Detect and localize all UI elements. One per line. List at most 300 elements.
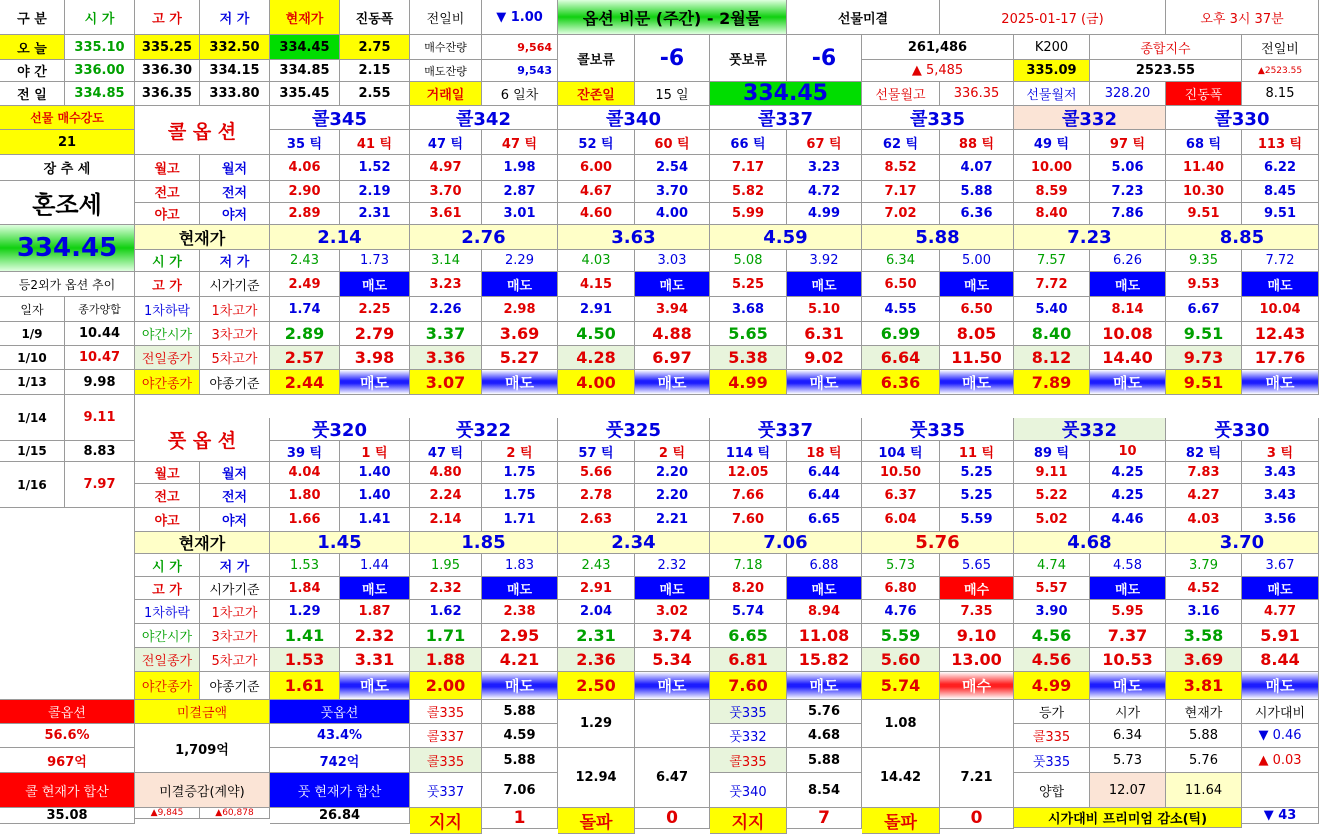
first-down: 2.91 <box>558 297 635 322</box>
night-low: 5.59 <box>940 508 1014 532</box>
remaining-label: 잔존일 <box>558 82 635 106</box>
current-price: 1.45 <box>270 532 410 554</box>
g-name-2: 콜337 <box>410 724 482 748</box>
support-value-1: 1 <box>482 808 558 829</box>
prev-low: 7.23 <box>1090 181 1166 203</box>
buy-strength-value: 21 <box>0 130 135 155</box>
g-name-4: 풋337 <box>410 773 482 808</box>
night-close: 5.74 <box>862 672 940 700</box>
option-name[interactable]: 콜345 <box>270 106 410 130</box>
high-price: 6.50 <box>862 272 940 297</box>
fut-month-low-label: 선물월저 <box>1014 82 1090 106</box>
low-price: 1.44 <box>340 554 410 577</box>
high-price: 2.91 <box>558 577 635 600</box>
current-price: 2.14 <box>270 225 410 250</box>
kospi-value: 2523.55 <box>1090 60 1242 82</box>
first-down: 3.90 <box>1014 600 1090 624</box>
futures-oi-label: 선물미결 <box>787 0 940 35</box>
night-high: 6.04 <box>862 508 940 532</box>
night-low: 1.41 <box>340 508 410 532</box>
tick-2: 2 틱 <box>482 441 558 462</box>
prevday-low: 333.80 <box>200 82 270 106</box>
label-open: 시 가 <box>135 554 200 577</box>
label-open-base: 시가기준 <box>200 577 270 600</box>
tick-1: 35 틱 <box>270 130 340 155</box>
signal-badge-2[interactable]: 매도 <box>787 672 862 700</box>
night-open: 1.71 <box>410 624 482 648</box>
high-price: 4.52 <box>1166 577 1242 600</box>
signal-badge[interactable]: 매도 <box>1242 272 1319 297</box>
signal-badge-2[interactable]: 매도 <box>482 672 558 700</box>
signal-badge[interactable]: 매도 <box>787 577 862 600</box>
night-open: 4.50 <box>558 322 635 346</box>
night-low: 3.56 <box>1242 508 1319 532</box>
night-close: 7.60 <box>710 672 787 700</box>
prev-low: 4.25 <box>1090 484 1166 508</box>
trend-date: 1/15 <box>0 441 65 462</box>
current-price: 5.88 <box>862 225 1014 250</box>
call-sum: 35.08 <box>0 808 135 824</box>
tick-2: 11 틱 <box>940 441 1014 462</box>
trend-sum: 9.98 <box>65 370 135 395</box>
prev-low: 3.70 <box>635 181 710 203</box>
label-high: 고 가 <box>135 577 200 600</box>
sum-label: 양합 <box>1014 773 1090 808</box>
current-price: 7.06 <box>710 532 862 554</box>
night-open: 2.31 <box>558 624 635 648</box>
open-price: 1.95 <box>410 554 482 577</box>
header-open: 시 가 <box>65 0 135 35</box>
open-price: 2.43 <box>558 554 635 577</box>
trend-sum: 9.11 <box>65 395 135 441</box>
night-close: 2.00 <box>410 672 482 700</box>
option-name[interactable]: 콜330 <box>1166 106 1319 130</box>
fifth-up: 5.34 <box>635 648 710 672</box>
g-name-1: 콜335 <box>410 700 482 724</box>
signal-badge[interactable]: 매도 <box>482 272 558 297</box>
option-name[interactable]: 풋337 <box>710 418 862 441</box>
label-low: 저 가 <box>200 250 270 272</box>
signal-badge[interactable]: 매도 <box>1090 272 1166 297</box>
night-open: 6.65 <box>710 624 787 648</box>
month-high: 9.11 <box>1014 462 1090 484</box>
third-up: 2.32 <box>340 624 410 648</box>
signal-badge-2[interactable]: 매도 <box>1242 672 1319 700</box>
prev-close: 3.36 <box>410 346 482 370</box>
tick-2: 18 틱 <box>787 441 862 462</box>
open-price: 6.34 <box>862 250 940 272</box>
low-price: 4.58 <box>1090 554 1166 577</box>
high-price: 1.84 <box>270 577 340 600</box>
signal-badge-2[interactable]: 매수 <box>940 672 1014 700</box>
option-name[interactable]: 콜340 <box>558 106 710 130</box>
put-pct: 43.4% <box>270 724 410 748</box>
high-price: 2.32 <box>410 577 482 600</box>
g-name-3: 콜335 <box>710 748 787 773</box>
fut-month-high: 336.35 <box>940 82 1014 106</box>
prev-close: 9.73 <box>1166 346 1242 370</box>
signal-badge[interactable]: 매도 <box>1090 577 1166 600</box>
month-low: 1.98 <box>482 155 558 181</box>
label-prev-low: 전저 <box>200 484 270 508</box>
bottom-put-option: 풋옵션 <box>270 700 410 724</box>
night-close: 2.44 <box>270 370 340 395</box>
call-sum-label: 콜 현재가 합산 <box>0 773 135 808</box>
signal-badge-2[interactable]: 매도 <box>940 370 1014 395</box>
prev-close: 6.81 <box>710 648 787 672</box>
oi-change-label: 미결증감(계약) <box>135 773 270 808</box>
night-low: 9.51 <box>1242 203 1319 225</box>
buy-strength-label: 선물 매수강도 <box>0 106 135 130</box>
high-price: 3.23 <box>410 272 482 297</box>
label-first-down: 1차하락 <box>135 600 200 624</box>
current-price: 8.85 <box>1166 225 1319 250</box>
option-name[interactable]: 콜335 <box>862 106 1014 130</box>
trend-sum: 10.47 <box>65 346 135 370</box>
label-prev-high: 전고 <box>135 181 200 203</box>
fifth-up: 17.76 <box>1242 346 1319 370</box>
night-high: 5.02 <box>1014 508 1090 532</box>
low-price: 2.32 <box>635 554 710 577</box>
first-up: 5.95 <box>1090 600 1166 624</box>
first-down: 2.26 <box>410 297 482 322</box>
first-up: 10.04 <box>1242 297 1319 322</box>
header-gubun: 구 분 <box>0 0 65 35</box>
night-open: 5.59 <box>862 624 940 648</box>
night-range: 2.15 <box>340 60 410 82</box>
g-value-2: 4.59 <box>482 724 558 748</box>
label-third-up: 3차고가 <box>200 322 270 346</box>
current-price: 7.23 <box>1014 225 1166 250</box>
trend-label: 장 추 세 <box>0 155 135 181</box>
prevday-high: 336.35 <box>135 82 200 106</box>
col-sum: 종가양합 <box>65 297 135 322</box>
night-high: 3.61 <box>410 203 482 225</box>
fifth-up: 3.31 <box>340 648 410 672</box>
tick-1: 114 틱 <box>710 441 787 462</box>
low-price: 6.88 <box>787 554 862 577</box>
header-low: 저 가 <box>200 0 270 35</box>
third-up: 8.05 <box>940 322 1014 346</box>
night-low: 1.71 <box>482 508 558 532</box>
option-name[interactable]: 풋332 <box>1014 418 1166 441</box>
high-price: 7.72 <box>1014 272 1090 297</box>
low-price: 3.67 <box>1242 554 1319 577</box>
tick-1: 82 틱 <box>1166 441 1242 462</box>
month-high: 5.66 <box>558 462 635 484</box>
option-name[interactable]: 풋330 <box>1166 418 1319 441</box>
signal-badge-2[interactable]: 매도 <box>1090 370 1166 395</box>
index-prev-label: 전일비 <box>1242 35 1319 60</box>
eq-open: 6.34 <box>1090 724 1166 748</box>
put-sum-label: 풋 현재가 합산 <box>270 773 410 808</box>
g-blank <box>635 700 710 748</box>
fifth-up: 5.27 <box>482 346 558 370</box>
prev-low: 2.19 <box>340 181 410 203</box>
first-up: 6.50 <box>940 297 1014 322</box>
current-price: 3.70 <box>1166 532 1319 554</box>
label-night-close: 야간종가 <box>135 370 200 395</box>
header-range: 진동폭 <box>340 0 410 35</box>
fifth-up: 13.00 <box>940 648 1014 672</box>
prev-low: 8.45 <box>1242 181 1319 203</box>
month-high: 7.83 <box>1166 462 1242 484</box>
night-close: 6.36 <box>862 370 940 395</box>
prev-low: 5.88 <box>940 181 1014 203</box>
label-month-low: 월저 <box>200 462 270 484</box>
fut-month-low: 328.20 <box>1090 82 1166 106</box>
open-price: 1.53 <box>270 554 340 577</box>
first-up: 4.77 <box>1242 600 1319 624</box>
tick-1: 49 틱 <box>1014 130 1090 155</box>
g-name-1: 풋335 <box>710 700 787 724</box>
signal-badge-2[interactable]: 매도 <box>1090 672 1166 700</box>
g-value-4: 8.54 <box>787 773 862 808</box>
signal-badge-2[interactable]: 매도 <box>787 370 862 395</box>
support-label-2: 지지 <box>710 808 787 834</box>
night-low: 7.86 <box>1090 203 1166 225</box>
high-price: 6.80 <box>862 577 940 600</box>
signal-badge-2[interactable]: 매도 <box>1242 370 1319 395</box>
prev-low: 5.25 <box>940 484 1014 508</box>
night-high: 2.89 <box>270 203 340 225</box>
label-month-high: 월고 <box>135 462 200 484</box>
support-label-1: 지지 <box>410 808 482 834</box>
high-price: 5.57 <box>1014 577 1090 600</box>
tick-1: 66 틱 <box>710 130 787 155</box>
first-up: 2.98 <box>482 297 558 322</box>
break-label-2: 돌파 <box>862 808 940 834</box>
fifth-up: 10.53 <box>1090 648 1166 672</box>
label-prev-low: 전저 <box>200 181 270 203</box>
month-high: 7.17 <box>710 155 787 181</box>
signal-badge-2[interactable]: 매도 <box>482 370 558 395</box>
trend-date: 1/10 <box>0 346 65 370</box>
fifth-up: 6.97 <box>635 346 710 370</box>
month-low: 6.44 <box>787 462 862 484</box>
fifth-up: 4.21 <box>482 648 558 672</box>
oi-total: 1,709억 <box>135 724 270 773</box>
eq-open: 5.73 <box>1090 748 1166 773</box>
month-high: 12.05 <box>710 462 787 484</box>
current-price: 4.68 <box>1014 532 1166 554</box>
night-label: 야 간 <box>0 60 65 82</box>
month-low: 6.22 <box>1242 155 1319 181</box>
signal-badge-2[interactable]: 매도 <box>340 672 410 700</box>
fut-month-high-label: 선물월고 <box>862 82 940 106</box>
prevday-range: 2.55 <box>340 82 410 106</box>
low-price: 2.29 <box>482 250 558 272</box>
night-close: 3.81 <box>1166 672 1242 700</box>
night-open: 3.58 <box>1166 624 1242 648</box>
prev-low: 4.72 <box>787 181 862 203</box>
signal-badge-2[interactable]: 매도 <box>340 370 410 395</box>
label-night-open: 야간시가 <box>135 624 200 648</box>
header-high: 고 가 <box>135 0 200 35</box>
trend-date: 1/16 <box>0 462 65 508</box>
label-fifth-up: 5차고가 <box>200 346 270 370</box>
fifth-up: 3.98 <box>340 346 410 370</box>
first-up: 2.25 <box>340 297 410 322</box>
big-price: 334.45 <box>710 82 862 106</box>
signal-badge[interactable]: 매도 <box>635 577 710 600</box>
first-down: 2.04 <box>558 600 635 624</box>
night-high: 4.60 <box>558 203 635 225</box>
tick-1: 47 틱 <box>410 130 482 155</box>
month-low: 3.23 <box>787 155 862 181</box>
call-amount: 967억 <box>0 748 135 773</box>
header-prev-label: 전일비 <box>410 0 482 35</box>
low-price: 1.73 <box>340 250 410 272</box>
today-open: 335.10 <box>65 35 135 60</box>
month-low: 1.52 <box>340 155 410 181</box>
low-price: 3.03 <box>635 250 710 272</box>
open-price: 3.14 <box>410 250 482 272</box>
open-price: 2.43 <box>270 250 340 272</box>
signal-badge[interactable]: 매도 <box>340 577 410 600</box>
low-price: 5.65 <box>940 554 1014 577</box>
night-high: 1.66 <box>270 508 340 532</box>
g-blank <box>940 700 1014 748</box>
night-close: 2.50 <box>558 672 635 700</box>
third-up: 4.88 <box>635 322 710 346</box>
header-prev-value: ▼ 1.00 <box>482 0 558 35</box>
month-high: 4.80 <box>410 462 482 484</box>
option-name[interactable]: 풋320 <box>270 418 410 441</box>
night-close: 9.51 <box>1166 370 1242 395</box>
g-value-1: 5.76 <box>787 700 862 724</box>
option-name[interactable]: 콜332 <box>1014 106 1166 130</box>
tick-1: 68 틱 <box>1166 130 1242 155</box>
signal-badge[interactable]: 매도 <box>340 272 410 297</box>
tick-2: 3 틱 <box>1242 441 1319 462</box>
trend-date: 1/9 <box>0 322 65 346</box>
current-price: 4.59 <box>710 225 862 250</box>
night-open: 2.89 <box>270 322 340 346</box>
night-high: 7.60 <box>710 508 787 532</box>
signal-badge[interactable]: 매도 <box>635 272 710 297</box>
high-price: 5.25 <box>710 272 787 297</box>
trend-date: 1/13 <box>0 370 65 395</box>
tick-2: 88 틱 <box>940 130 1014 155</box>
header-current: 현재가 <box>270 0 340 35</box>
month-low: 2.20 <box>635 462 710 484</box>
prev-high: 5.22 <box>1014 484 1090 508</box>
option-name[interactable]: 풋325 <box>558 418 710 441</box>
g-value-3: 5.88 <box>482 748 558 773</box>
current-price: 2.34 <box>558 532 710 554</box>
open-price: 5.08 <box>710 250 787 272</box>
high-price: 9.53 <box>1166 272 1242 297</box>
first-up: 1.87 <box>340 600 410 624</box>
tick-1: 62 틱 <box>862 130 940 155</box>
option-name[interactable]: 콜337 <box>710 106 862 130</box>
eq-label: 등가 <box>1014 700 1090 724</box>
low-price: 1.83 <box>482 554 558 577</box>
label-prev-close: 전일종가 <box>135 346 200 370</box>
fifth-up: 14.40 <box>1090 346 1166 370</box>
prev-high: 4.27 <box>1166 484 1242 508</box>
eq-name: 콜335 <box>1014 724 1090 748</box>
night-open: 9.51 <box>1166 322 1242 346</box>
ask-value: 9,543 <box>482 60 558 82</box>
option-name[interactable]: 풋322 <box>410 418 558 441</box>
first-up: 2.38 <box>482 600 558 624</box>
bottom-call-option: 콜옵션 <box>0 700 135 724</box>
prev-high: 4.67 <box>558 181 635 203</box>
night-open: 1.41 <box>270 624 340 648</box>
oi-change: ▲ 5,485 <box>862 60 1014 82</box>
fifth-up: 9.02 <box>787 346 862 370</box>
third-up: 2.79 <box>340 322 410 346</box>
high-price: 8.20 <box>710 577 787 600</box>
label-night-close: 야간종가 <box>135 672 200 700</box>
night-close: 7.89 <box>1014 370 1090 395</box>
label-night-close-base: 야종기준 <box>200 672 270 700</box>
first-down: 5.40 <box>1014 297 1090 322</box>
prev-high: 3.70 <box>410 181 482 203</box>
eq-cur-label: 현재가 <box>1166 700 1242 724</box>
fifth-up: 8.44 <box>1242 648 1319 672</box>
label-open-base: 시가기준 <box>200 272 270 297</box>
signal-badge-2[interactable]: 매도 <box>635 672 710 700</box>
option-name[interactable]: 콜342 <box>410 106 558 130</box>
eq-name: 풋335 <box>1014 748 1090 773</box>
first-down: 1.62 <box>410 600 482 624</box>
fifth-up: 11.50 <box>940 346 1014 370</box>
night-high: 336.30 <box>135 60 200 82</box>
low-price: 5.00 <box>940 250 1014 272</box>
signal-badge[interactable]: 매도 <box>940 272 1014 297</box>
signal-badge[interactable]: 매수 <box>940 577 1014 600</box>
first-up: 8.94 <box>787 600 862 624</box>
month-low: 3.43 <box>1242 462 1319 484</box>
call-hold-label: 콜보류 <box>558 35 635 82</box>
remaining-value: 15 일 <box>635 82 710 106</box>
prev-close: 8.12 <box>1014 346 1090 370</box>
month-high: 6.00 <box>558 155 635 181</box>
third-up: 9.10 <box>940 624 1014 648</box>
oi-change-1: ▲9,845 <box>135 808 200 819</box>
left-price: 334.45 <box>0 225 135 272</box>
prev-high: 10.30 <box>1166 181 1242 203</box>
prev-close: 2.36 <box>558 648 635 672</box>
header-time: 오후 3시 37분 <box>1166 0 1319 35</box>
header-title: 옵션 비문 (주간) - 2월물 <box>558 0 787 35</box>
signal-badge[interactable]: 매도 <box>482 577 558 600</box>
option-name[interactable]: 풋335 <box>862 418 1014 441</box>
prev-high: 7.17 <box>862 181 940 203</box>
g-name-4: 풋340 <box>710 773 787 808</box>
third-up: 10.08 <box>1090 322 1166 346</box>
prev-low: 2.20 <box>635 484 710 508</box>
tick-1: 104 틱 <box>862 441 940 462</box>
open-price: 3.79 <box>1166 554 1242 577</box>
signal-badge-2[interactable]: 매도 <box>635 370 710 395</box>
tick-1: 52 틱 <box>558 130 635 155</box>
prev-close: 1.53 <box>270 648 340 672</box>
label-night-open: 야간시가 <box>135 322 200 346</box>
bottom-oi-amount: 미결금액 <box>135 700 270 724</box>
trend-sum: 10.44 <box>65 322 135 346</box>
ask-label: 매도잔량 <box>410 60 482 82</box>
month-low: 5.06 <box>1090 155 1166 181</box>
night-high: 5.99 <box>710 203 787 225</box>
low-price: 6.26 <box>1090 250 1166 272</box>
signal-badge[interactable]: 매도 <box>787 272 862 297</box>
block-title: 콜 옵 션 <box>135 106 270 155</box>
signal-badge[interactable]: 매도 <box>1242 577 1319 600</box>
